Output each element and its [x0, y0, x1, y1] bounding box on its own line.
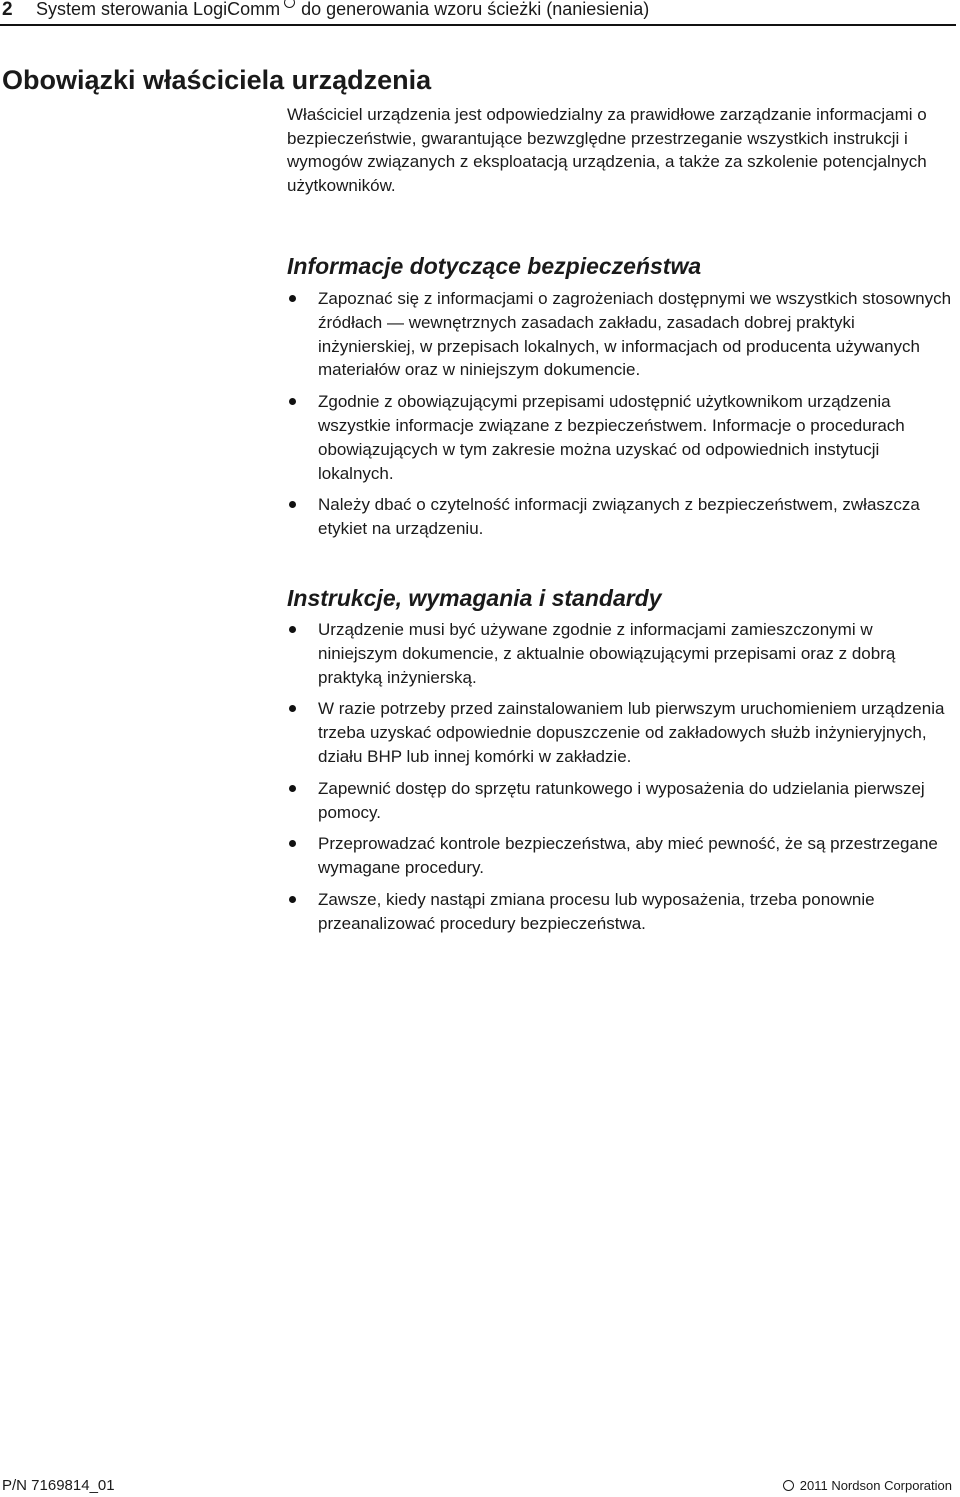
header-title-rest: do generowania wzoru ścieżki (naniesienia)	[301, 0, 650, 19]
section-heading-instructions: Instrukcje, wymagania i standardy	[287, 585, 662, 611]
list-item-text: Należy dbać o czytelność informacji związanych z bezpieczeństwem, zwłaszcza etykiet na urządzeniu.	[318, 495, 920, 539]
list-item	[287, 618, 955, 689]
list-item	[287, 888, 955, 936]
bullet-icon	[289, 626, 296, 633]
list-item	[287, 390, 955, 485]
copyright-text: 2011 Nordson Corporation	[799, 1478, 952, 1493]
instructions-list	[287, 618, 955, 944]
bullet-icon	[289, 896, 296, 903]
copyright-icon	[783, 1480, 794, 1491]
page-title: Obowiązki właściciela urządzenia	[2, 65, 432, 95]
bullet-icon	[289, 705, 296, 712]
section-heading-safety-info: Informacje dotyczące bezpieczeństwa	[287, 253, 702, 279]
list-item-text: Urządzenie musi być używane zgodnie z informacjami zamieszczonymi w niniejszym dokumencie, z aktualnie obowiązującymi przepisami oraz z dobrą praktyką inżynierską.	[318, 620, 896, 687]
bullet-icon	[289, 398, 296, 405]
bullet-icon	[289, 785, 296, 792]
registered-mark-icon	[284, 0, 295, 8]
list-item-text: W razie potrzeby przed zainstalowaniem lub pierwszym uruchomieniem urządzenia trzeba uzyskać odpowiednie dopuszczenie od zakładowych służb inżynieryjnych, działu BHP lub innej komórki w zakładzie.	[318, 699, 945, 766]
page-number: 2	[2, 0, 13, 20]
list-item-text: Zawsze, kiedy nastąpi zmiana procesu lub wyposażenia, trzeba ponownie przeanalizować procedury bezpieczeństwa.	[318, 889, 875, 933]
list-item-text: Zgodnie z obowiązującymi przepisami udostępnić użytkownikom urządzenia wszystkie informacje związane z bezpieczeństwem. Informacje o procedurach obowiązujących w tym zakresie można uzyskać od odpowiednich instytucji lokalnych.	[318, 392, 905, 483]
page-header	[0, 0, 956, 26]
bullet-icon	[289, 840, 296, 847]
copyright-notice	[783, 1478, 952, 1493]
running-header-title	[36, 0, 649, 20]
list-item-text: Zapewnić dostęp do sprzętu ratunkowego i wyposażenia do udzielania pierwszej pomocy.	[318, 778, 925, 822]
list-item	[287, 697, 955, 768]
bullet-icon	[289, 295, 296, 302]
list-item	[287, 832, 955, 880]
bullet-icon	[289, 501, 296, 508]
intro-paragraph: Właściciel urządzenia jest odpowiedzialny za prawidłowe zarządzanie informacjami o bezpieczeństwie, gwarantujące bezwzględne przestrzeganie wszystkich instrukcji i wymogów związanych z eksploatacją urządzenia, a także za szkolenie potencjalnych użytkowników.	[287, 105, 927, 195]
list-item-text: Zapoznać się z informacjami o zagrożeniach dostępnymi we wszystkich stosownych źródłach — wewnętrznych zasadach zakładu, zasadach dobrej praktyki inżynierskiej, w przepisach lokalnych, w informacjach od producenta używanych materiałów oraz w niniejszym dokumencie.	[318, 289, 952, 380]
safety-info-list	[287, 287, 955, 549]
part-number: P/N 7169814_01	[2, 1477, 115, 1494]
header-title-main: System sterowania LogiComm	[36, 0, 281, 19]
list-item	[287, 287, 955, 382]
list-item	[287, 777, 955, 825]
list-item-text: Przeprowadzać kontrole bezpieczeństwa, aby mieć pewność, że są przestrzegane wymagane procedury.	[318, 834, 938, 878]
list-item	[287, 493, 955, 541]
